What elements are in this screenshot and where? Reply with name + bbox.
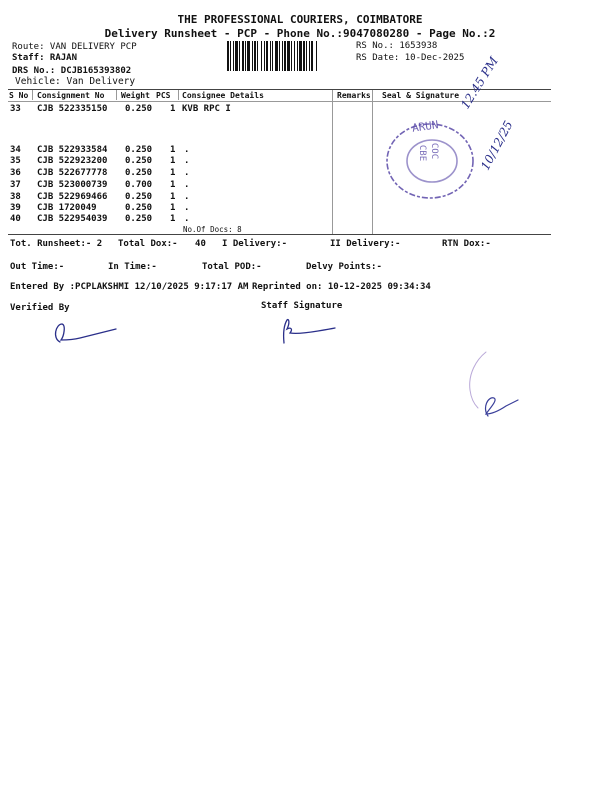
rtn-dox: RTN Dox:- bbox=[442, 239, 491, 249]
row-pcs: 1 bbox=[170, 203, 176, 213]
in-time: In Time:- bbox=[108, 262, 157, 272]
row-sno: 40 bbox=[10, 214, 21, 224]
row-sno: 36 bbox=[10, 168, 21, 178]
row-consignee: . bbox=[184, 168, 190, 178]
row-weight: 0.250 bbox=[125, 145, 153, 155]
col-remarks: Remarks bbox=[337, 91, 371, 100]
row-sno: 37 bbox=[10, 180, 21, 190]
row-consignee: . bbox=[184, 156, 190, 166]
row-consignment: CJB 1720049 bbox=[37, 203, 97, 213]
drs-number bbox=[12, 66, 131, 76]
staff-signature: Staff Signature bbox=[261, 301, 343, 311]
out-time: Out Time:- bbox=[10, 262, 65, 272]
row-consignment: CJB 522335150 bbox=[37, 104, 108, 114]
row-consignment: CJB 522923200 bbox=[37, 156, 108, 166]
no-of-docs: No.Of Docs: 8 bbox=[183, 225, 242, 234]
drs-value: DCJB165393802 bbox=[60, 66, 132, 76]
vehicle-label: Vehicle: Van Delivery bbox=[15, 76, 136, 87]
handwritten-time: 12.45 PM bbox=[458, 54, 501, 112]
reprinted-on: Reprinted on: 10-12-2025 09:34:34 bbox=[252, 282, 431, 292]
row-consignee: . bbox=[184, 203, 190, 213]
rs-date: RS Date: 10-Dec-2025 bbox=[356, 53, 465, 63]
row-sno: 39 bbox=[10, 203, 21, 213]
row-pcs: 1 bbox=[170, 180, 176, 190]
ii-delivery: II Delivery:- bbox=[330, 239, 401, 249]
row-pcs: 1 bbox=[170, 168, 176, 178]
row-weight: 0.250 bbox=[125, 214, 153, 224]
verified-by: Verified By bbox=[10, 303, 70, 313]
row-weight: 0.250 bbox=[125, 104, 153, 114]
stamp-line1: ARUN bbox=[411, 118, 440, 135]
row-sno: 34 bbox=[10, 145, 21, 155]
col-divider bbox=[332, 90, 333, 234]
row-consignment: CJB 522677778 bbox=[37, 168, 108, 178]
handwritten-date: 10/12/25 bbox=[478, 118, 516, 173]
tot-runsheet: Tot. Runsheet:- 2 bbox=[10, 239, 103, 249]
table-bottom-rule bbox=[8, 234, 551, 235]
row-pcs: 1 bbox=[170, 192, 176, 202]
row-consignment: CJB 522969466 bbox=[37, 192, 108, 202]
i-delivery: I Delivery:- bbox=[222, 239, 288, 249]
row-consignee: . bbox=[184, 180, 190, 190]
delvy-points: Delvy Points:- bbox=[306, 262, 382, 272]
total-pod: Total POD:- bbox=[202, 262, 262, 272]
drs-label: DRS No.: bbox=[12, 66, 56, 76]
row-pcs: 1 bbox=[170, 214, 176, 224]
rs-number: RS No.: 1653938 bbox=[356, 41, 438, 51]
col-pcs: PCS bbox=[156, 91, 171, 100]
col-seal-signature: Seal & Signature bbox=[382, 91, 460, 100]
row-weight: 0.250 bbox=[125, 156, 153, 166]
col-weight: Weight bbox=[121, 91, 150, 100]
total-dox-label: Total Dox:- bbox=[118, 239, 178, 249]
row-sno: 38 bbox=[10, 192, 21, 202]
stamp-line2: COC bbox=[429, 142, 440, 160]
entered-by: Entered By :PCPLAKSHMI 12/10/2025 9:17:17 AM bbox=[10, 282, 249, 292]
col-divider bbox=[372, 90, 373, 234]
row-weight: 0.700 bbox=[125, 180, 153, 190]
row-pcs: 1 bbox=[170, 156, 176, 166]
delivery-stamp bbox=[382, 118, 478, 204]
faint-signature-icon bbox=[462, 348, 532, 426]
row-consignee: . bbox=[184, 214, 190, 224]
barcode-icon bbox=[227, 41, 352, 71]
total-dox bbox=[118, 239, 206, 249]
row-pcs: 1 bbox=[170, 104, 176, 114]
row-consignee: . bbox=[184, 192, 190, 202]
row-consignment: CJB 522933584 bbox=[37, 145, 108, 155]
row-weight: 0.250 bbox=[125, 203, 153, 213]
runsheet-subtitle: Delivery Runsheet - PCP - Phone No.:9047080280 - Page No.:2 bbox=[104, 27, 496, 40]
row-weight: 0.250 bbox=[125, 168, 153, 178]
col-divider bbox=[116, 90, 117, 100]
row-consignee: . bbox=[184, 145, 190, 155]
row-weight: 0.250 bbox=[125, 192, 153, 202]
stamp-line3: CBE bbox=[417, 144, 428, 162]
col-sno: S No bbox=[9, 91, 29, 100]
col-divider bbox=[178, 90, 179, 100]
row-consignment: CJB 523000739 bbox=[37, 180, 108, 190]
col-divider bbox=[32, 90, 33, 100]
col-consignment: Consignment No bbox=[37, 91, 105, 100]
row-sno: 33 bbox=[10, 104, 21, 114]
row-sno: 35 bbox=[10, 156, 21, 166]
route-label: Route: VAN DELIVERY PCP bbox=[12, 42, 137, 52]
row-consignment: CJB 522954039 bbox=[37, 214, 108, 224]
company-name: THE PROFESSIONAL COURIERS, COIMBATORE bbox=[177, 13, 423, 26]
row-pcs: 1 bbox=[170, 145, 176, 155]
staff-signature-icon bbox=[278, 315, 338, 347]
total-dox-value: 40 bbox=[195, 239, 206, 249]
col-consignee: Consignee Details bbox=[182, 91, 264, 100]
row-consignee: KVB RPC I bbox=[182, 104, 231, 114]
staff-label: Staff: RAJAN bbox=[12, 53, 78, 63]
verified-signature-icon bbox=[50, 318, 120, 348]
